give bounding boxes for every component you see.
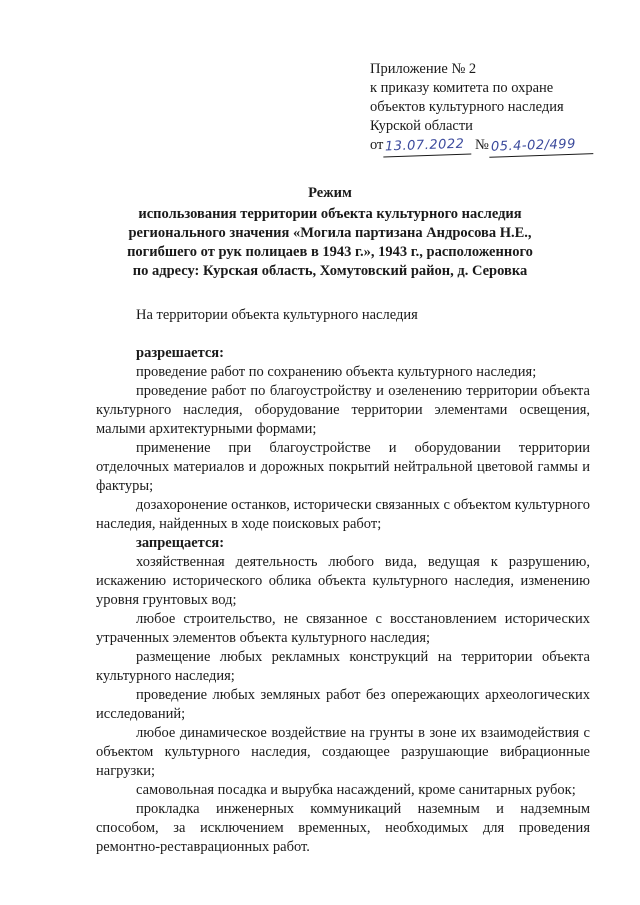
title-line-2: использования территории объекта культурного наследия [138,206,522,222]
number-prefix: № [475,137,489,153]
document-title [110,184,550,281]
allowed-item: применение при благоустройстве и оборудовании территории отделочных материалов и дорожных покрытий нейтральной цветовой гаммы и фактуры; [96,440,590,494]
allowed-item: проведение работ по сохранению объекта культурного наследия; [136,364,537,380]
forbidden-heading: запрещается: [136,535,225,551]
regime-body [96,344,590,857]
handwritten-number: 05.4-02/499 [489,134,594,158]
allowed-item: дозахоронение останков, исторически связанных с объектом культурного наследия, найденных в ходе поисковых работ; [96,497,590,532]
forbidden-item: прокладка инженерных коммуникаций наземным и надземным способом, за исключением временных, необходимых для проведения ремонтно-реставрационных работ. [96,801,590,855]
appendix-line-1: Приложение № 2 [370,61,477,77]
allowed-item: проведение работ по благоустройству и озеленению территории объекта культурного наследия, оборудование территории элементами освещения, малыми архитектурными формами; [96,383,590,437]
title-line-5: по адресу: Курская область, Хомутовский район, д. Серовка [132,263,528,279]
appendix-line-4: Курской области [370,118,473,134]
allowed-heading: разрешается: [136,345,224,361]
forbidden-item: проведение любых земляных работ без опережающих археологических исследований; [96,687,590,722]
forbidden-item: размещение любых рекламных конструкций на территории объекта культурного наследия; [96,649,590,684]
appendix-line-3: объектов культурного наследия [370,99,564,115]
title-line-3: регионального значения «Могила партизана Андросова Н.Е., [128,225,532,241]
title-line-1: Режим [308,185,352,201]
order-date-number [370,136,593,156]
forbidden-item: любое строительство, не связанное с восстановлением исторических утраченных элементов объекта культурного наследия; [96,611,590,646]
appendix-header [370,60,593,156]
date-prefix: от [370,137,384,153]
title-line-4: погибшего от рук полицаев в 1943 г.», 1943 г., расположенного [127,244,533,260]
appendix-line-2: к приказу комитета по охране [370,80,554,96]
handwritten-date: 13.07.2022 [383,134,472,157]
intro-text: На территории объекта культурного наследия [136,307,418,323]
forbidden-item: любое динамическое воздействие на грунты в зоне их взаимодействия с объектом культурного наследия, создающее разрушающие вибрационные нагрузки; [96,725,590,779]
forbidden-item: самовольная посадка и вырубка насаждений, кроме санитарных рубок; [136,782,576,798]
forbidden-item: хозяйственная деятельность любого вида, ведущая к разрушению, искажению исторического облика объекта культурного наследия, изменению уровня грунтовых вод; [96,554,590,608]
